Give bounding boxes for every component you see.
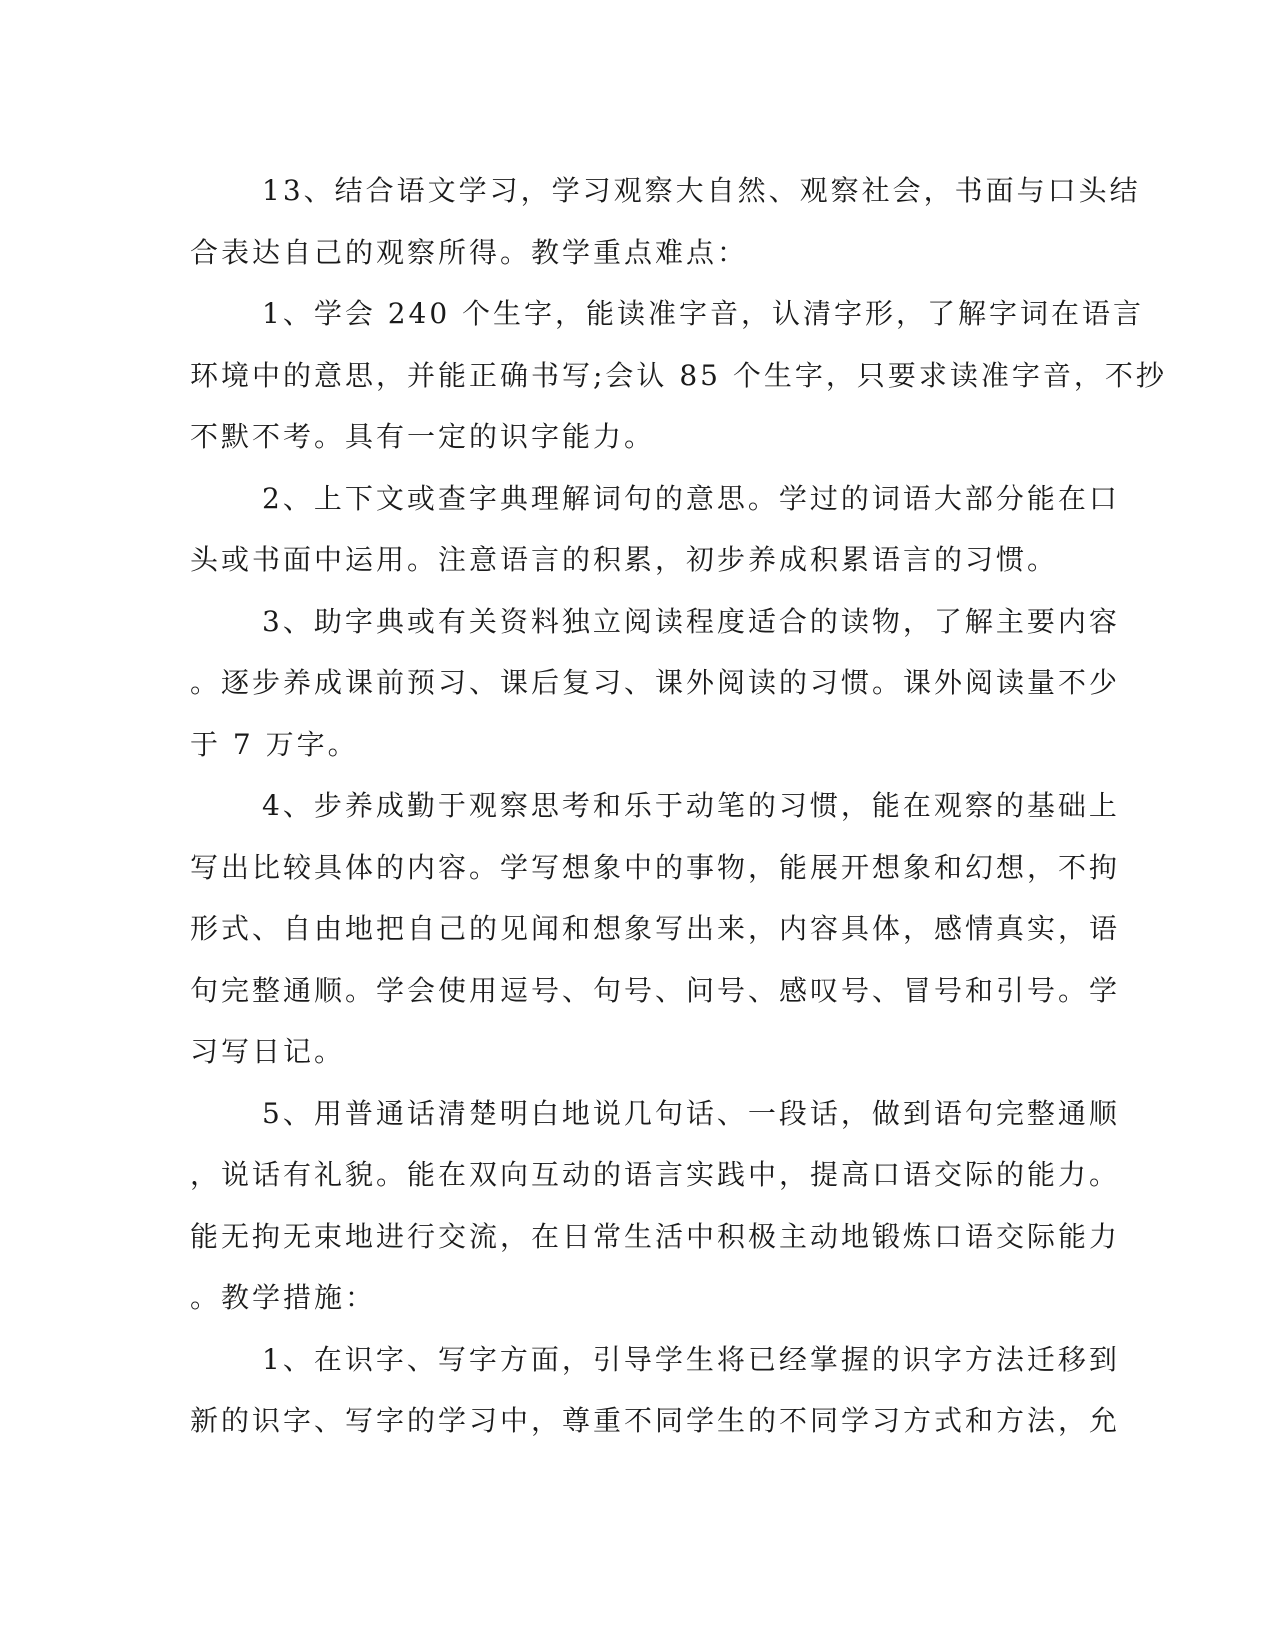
body-text [190, 160, 1167, 1452]
text-line: 1、学会 240 个生字，能读准字音，认清字形，了解字词在语言 [262, 297, 1145, 330]
text-line: 4、步养成勤于观察思考和乐于动笔的习惯，能在观察的基础上 [262, 789, 1120, 822]
text-line: 2、上下文或查字典理解词句的意思。学过的词语大部分能在口 [262, 481, 1120, 515]
text-line: 3、助字典或有关资料独立阅读程度适合的读物，了解主要内容 [262, 604, 1120, 638]
text-line: 环境中的意思，并能正确书写;会认 85 个生字，只要求读准字音，不抄 [190, 358, 1167, 392]
text-line: ，说话有礼貌。能在双向互动的语言实践中，提高口语交际的能力。 [190, 1158, 1121, 1191]
text-line: 新的识字、写字的学习中，尊重不同学生的不同学习方式和方法，允 [190, 1404, 1121, 1437]
text-line: 于 7 万字。 [190, 727, 359, 761]
text-line: 。逐步养成课前预习、课后复习、课外阅读的习惯。课外阅读量不少 [190, 666, 1121, 699]
text-line: 5、用普通话清楚明白地说几句话、一段话，做到语句完整通顺 [262, 1096, 1120, 1130]
text-line: 写出比较具体的内容。学写想象中的事物，能展开想象和幻想，不拘 [190, 850, 1121, 884]
text-line: 。教学措施： [190, 1281, 377, 1314]
text-line: 13、结合语文学习，学习观察大自然、观察社会，书面与口头结 [262, 174, 1141, 207]
text-line: 句完整通顺。学会使用逗号、句号、问号、感叹号、冒号和引号。学 [190, 973, 1121, 1007]
text-line: 能无拘无束地进行交流，在日常生活中积极主动地锻炼口语交际能力 [190, 1219, 1121, 1253]
text-line: 头或书面中运用。注意语言的积累，初步养成积累语言的习惯。 [190, 543, 1059, 576]
text-line: 1、在识字、写字方面，引导学生将已经掌握的识字方法迁移到 [262, 1342, 1120, 1376]
text-line: 习写日记。 [190, 1035, 346, 1068]
text-line: 不默不考。具有一定的识字能力。 [190, 420, 656, 453]
text-line: 合表达自己的观察所得。教学重点难点： [190, 235, 749, 269]
text-line: 形式、自由地把自己的见闻和想象写出来，内容具体，感情真实，语 [190, 912, 1121, 945]
